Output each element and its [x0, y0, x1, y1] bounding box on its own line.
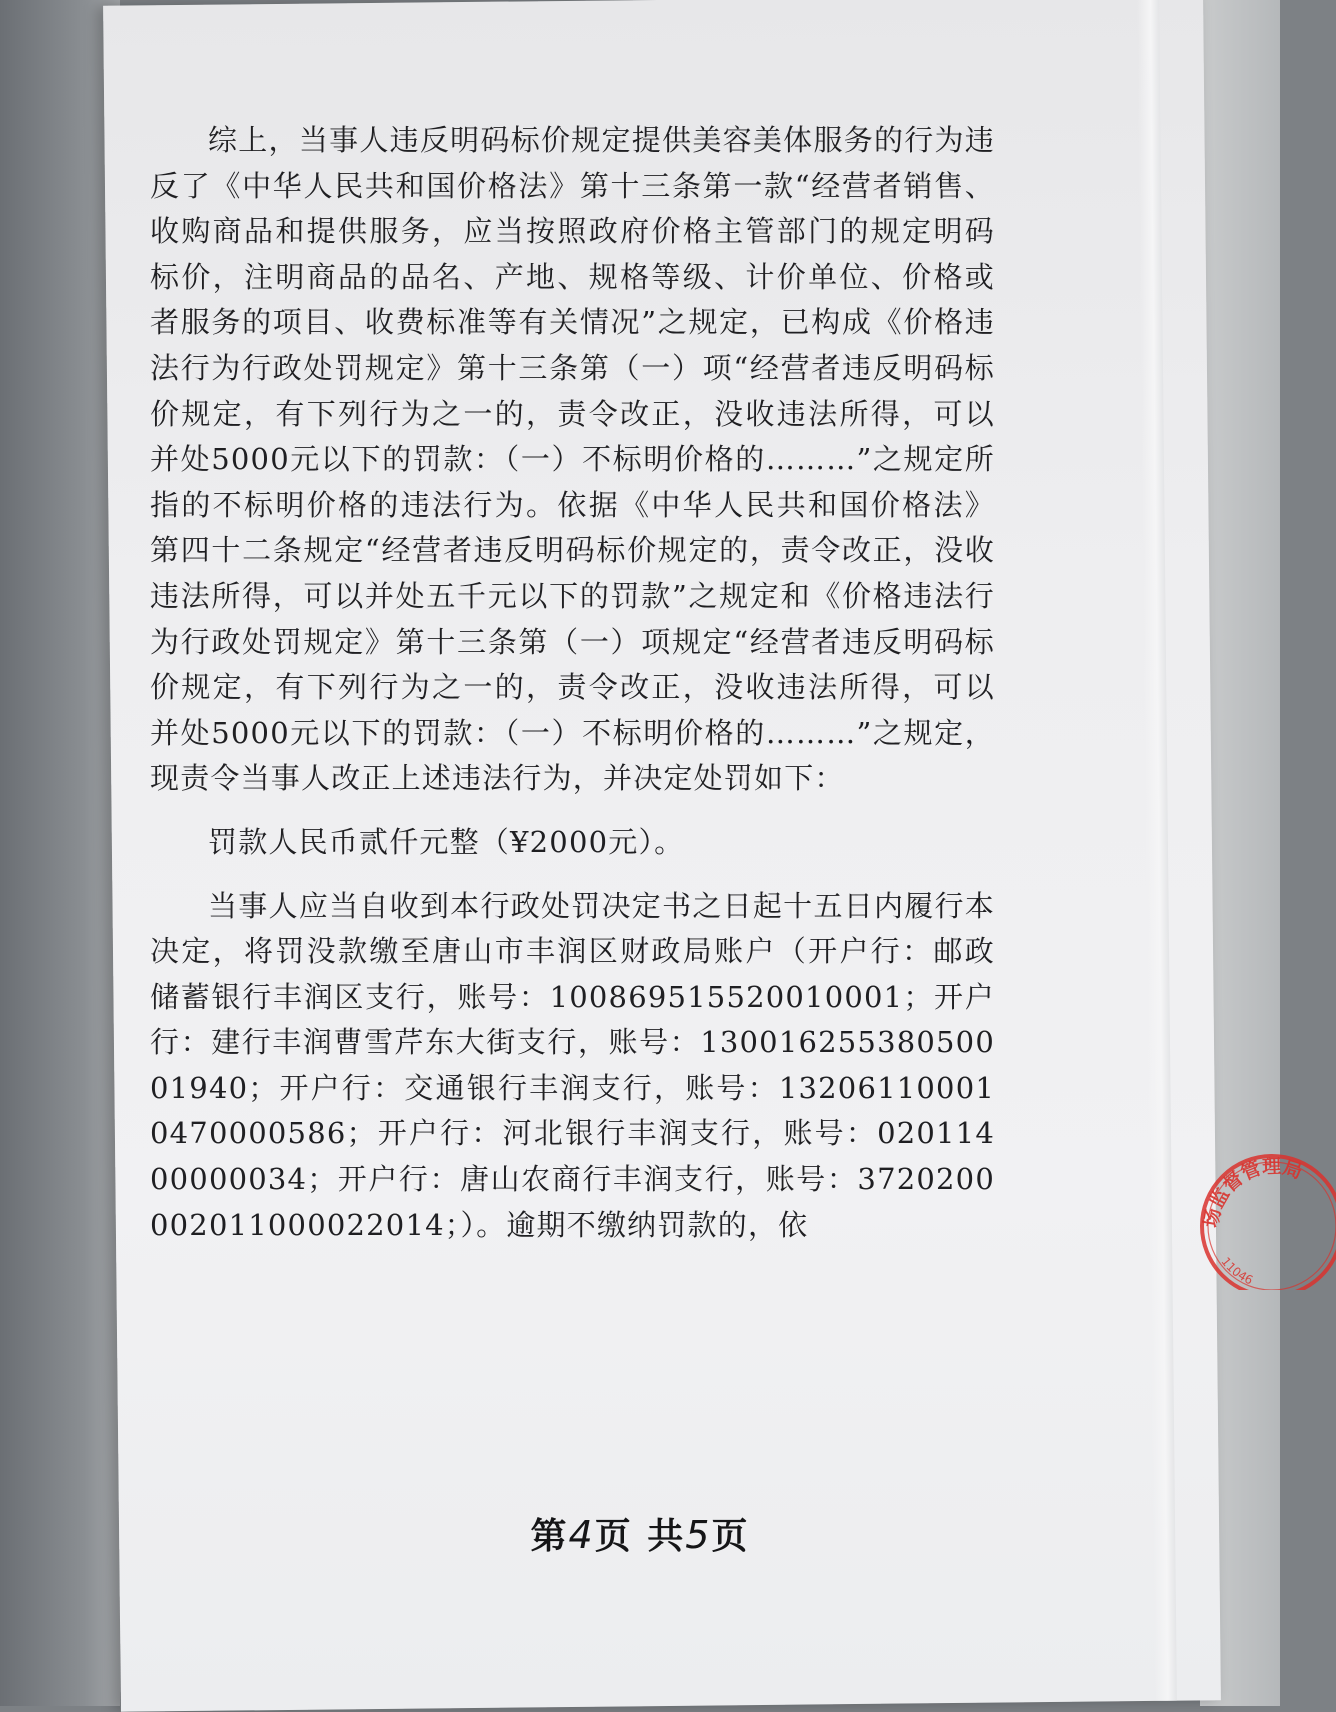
svg-text:场监督管理局 [1199, 1156, 1305, 1230]
page-middle-text: 页 共 [594, 1515, 686, 1557]
paragraph-payment-instructions: 当事人应当自收到本行政处罚决定书之日起十五日内履行本决定，将罚没款缴至唐山市丰润区财政局账户（开户行：邮政储蓄银行丰润区支行，账号：100869515520010001；开户行：建行丰润曹雪芹东大街支行，账号：13001625538050001940；开户行：交通银行丰润支行，账号：132061100010470000586；开户行：河北银行丰润支行，账号：02011400000034；开户行：唐山农商行丰润支行，账号：37202000020110000220​14；）。逾期不缴纳罚款的，依 [150, 888, 995, 1242]
page-suffix: 页 [711, 1515, 750, 1557]
total-pages-number: 5 [685, 1513, 712, 1557]
paragraph-violation-basis: 综上，当事人违反明码标价规定提供美容美体服务的行为违反了《中华人民共和国价格法》第十三条第一款“经营者销售、收购商品和提供服务，应当按照政府价格主管部门的规定明码标价，注明商品的品名、产地、规格等级、计价单位、价格或者服务的项目、收费标准等有关情况”之规定，已构成《价格违法行为行政处罚规定》第十三条第（一）项“经营者违反明码标价规定，有下列行为之一的，责令改正，没收违法所得，可以并处5000元以下的罚款：（一）不标明价格的………”之规定所指的不标明价格的违法行为。依据《中华人民共和国价格法》第四十二条规定“经营者违反明码标价规定的，责令改正，没收违法所得，可以并处五千元以下的罚款”之规定和《价格违法行为行政处罚规定》第十三条第（一）项规定“经营者违反明码标价规定，有下列行为之一的，责令改正，没收违法所得，可以并处5000元以下的罚款：（一）不标明价格的………”之规定，现责令当事人改正上述违法行为，并决定处罚如下： [150, 123, 995, 796]
page-number-footer [0, 1508, 1280, 1559]
seal-code: 11046 [1218, 1254, 1256, 1288]
page-edge [1137, 0, 1177, 1701]
svg-text:11046 [1218, 1254, 1255, 1287]
seal-text: 场监督管理局 [1200, 1155, 1305, 1230]
official-seal-icon [1196, 1150, 1336, 1290]
paragraph-penalty-amount: 罚款人民币贰仟元整（¥2000元）。 [208, 824, 685, 859]
page-prefix: 第 [530, 1515, 569, 1557]
current-page-number: 4 [568, 1513, 595, 1557]
document-body [150, 118, 995, 1248]
desk-background-left [0, 0, 120, 1706]
